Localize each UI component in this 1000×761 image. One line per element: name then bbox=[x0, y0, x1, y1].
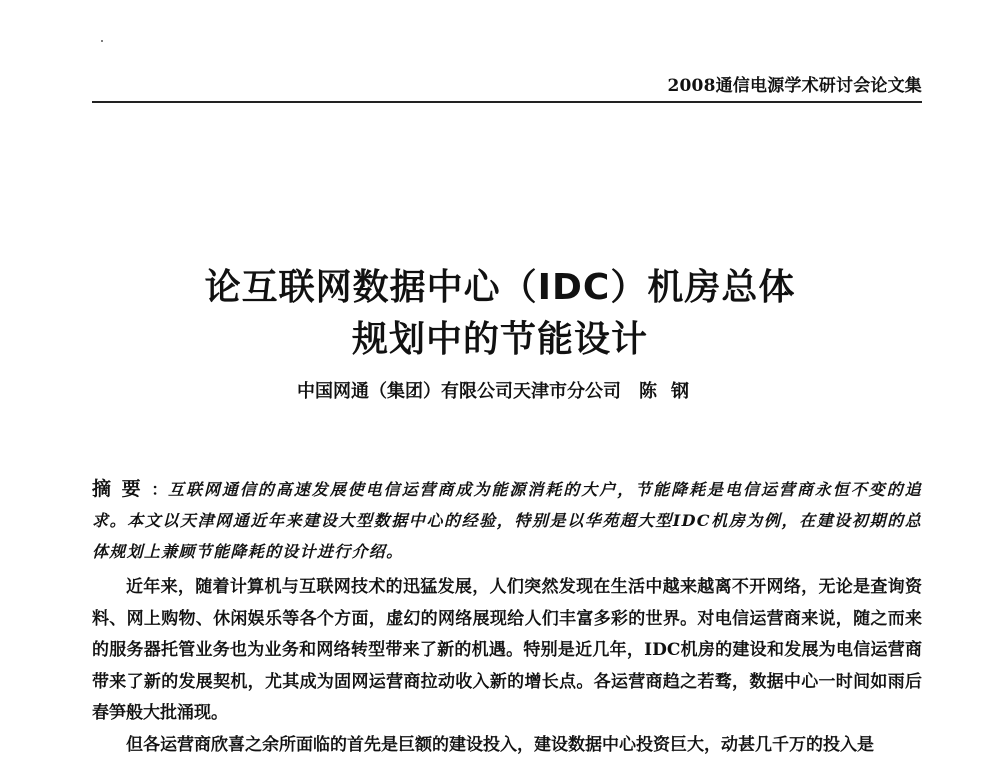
affiliation: 中国网通（集团）有限公司天津市分公司 bbox=[297, 381, 621, 402]
byline bbox=[0, 377, 1000, 403]
header-rule bbox=[92, 101, 922, 103]
paper-title bbox=[0, 262, 1000, 366]
abstract bbox=[92, 474, 922, 567]
body-paragraph: 但各运营商欣喜之余所面临的首先是巨额的建设投入，建设数据中心投资巨大，动甚几千万的投入是 bbox=[92, 730, 922, 761]
author-name: 陈钢 bbox=[639, 381, 703, 402]
title-line-2: 规划中的节能设计 bbox=[0, 314, 1000, 366]
scan-speck bbox=[101, 40, 103, 42]
abstract-text: 互联网通信的高速发展使电信运营商成为能源消耗的大户，节能降耗是电信运营商永恒不变的追求。本文以天津网通近年来建设大型数据中心的经验，特别是以华苑超大型IDC机房为例，在建设初期的总体规划上兼顾节能降耗的设计进行介绍。 bbox=[92, 480, 922, 561]
body-text bbox=[92, 572, 922, 761]
running-head: 2008通信电源学术研讨会论文集 bbox=[667, 71, 922, 96]
body-paragraph: 近年来，随着计算机与互联网技术的迅猛发展，人们突然发现在生活中越来越离不开网络，无论是查询资料、网上购物、休闲娱乐等各个方面，虚幻的网络展现给人们丰富多彩的世界。对电信运营商来说，随之而来的服务器托管业务也为业务和网络转型带来了新的机遇。特别是近几年，IDC机房的建设和发展为电信运营商带来了新的发展契机，尤其成为固网运营商拉动收入新的增长点。各运营商趋之若骛，数据中心一时间如雨后春笋般大批涌现。 bbox=[92, 572, 922, 730]
abstract-colon: ： bbox=[151, 480, 168, 499]
abstract-label: 摘要 bbox=[92, 478, 151, 500]
title-line-1: 论互联网数据中心（IDC）机房总体 bbox=[0, 262, 1000, 314]
